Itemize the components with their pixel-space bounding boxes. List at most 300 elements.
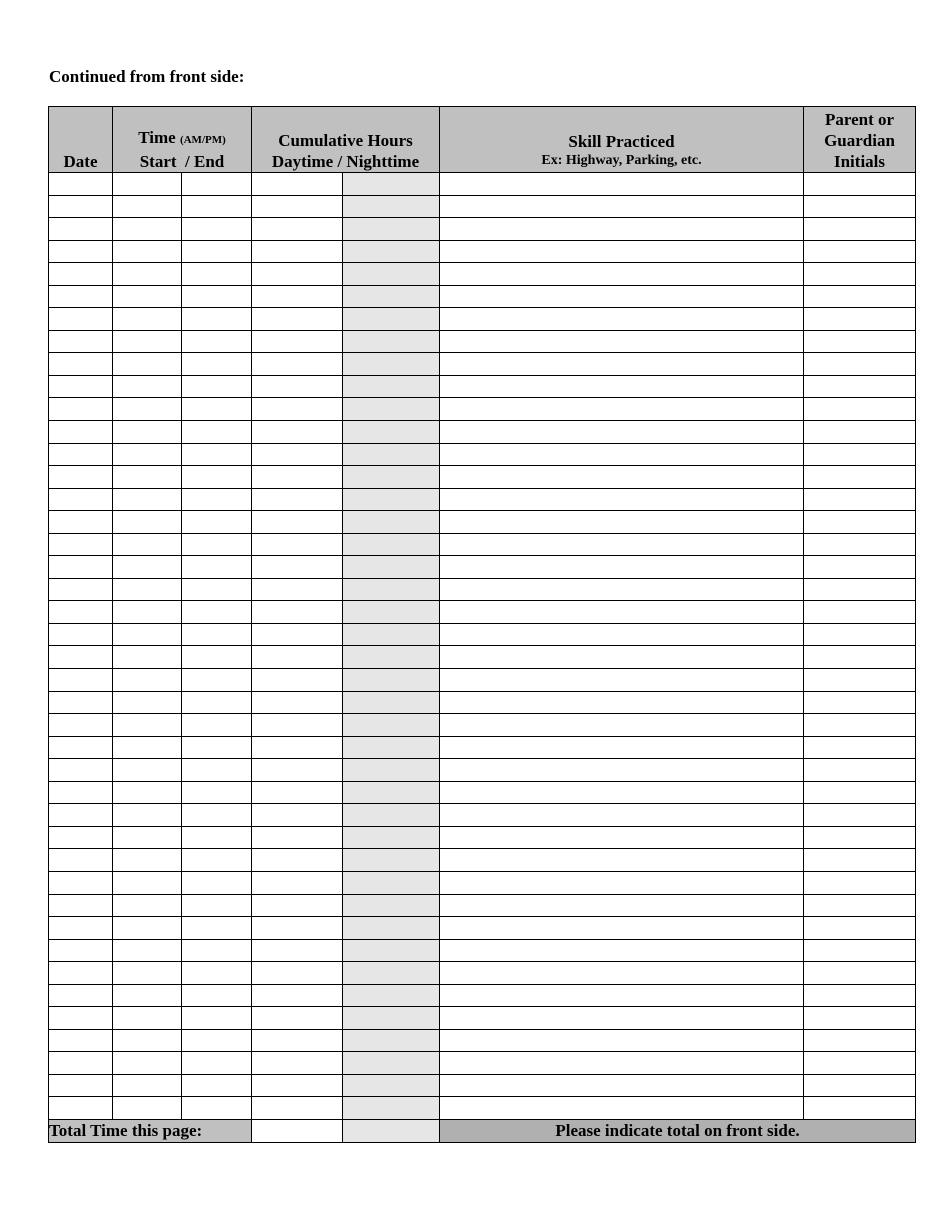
nighttime-hours-cell[interactable] [343, 173, 440, 196]
start-time-cell[interactable] [113, 736, 182, 759]
start-time-cell[interactable] [113, 240, 182, 263]
start-time-cell[interactable] [113, 759, 182, 782]
end-time-cell[interactable] [182, 871, 252, 894]
skill-cell[interactable] [440, 849, 804, 872]
daytime-hours-cell[interactable] [252, 1007, 343, 1030]
start-time-cell[interactable] [113, 308, 182, 331]
nighttime-hours-cell[interactable] [343, 533, 440, 556]
daytime-hours-cell[interactable] [252, 1029, 343, 1052]
nighttime-hours-cell[interactable] [343, 601, 440, 624]
skill-cell[interactable] [440, 781, 804, 804]
date-header: Date [49, 107, 113, 173]
daytime-hours-cell[interactable] [252, 984, 343, 1007]
date-cell[interactable] [49, 759, 113, 782]
initials-cell[interactable] [804, 263, 916, 286]
daytime-hours-cell[interactable] [252, 962, 343, 985]
start-time-cell[interactable] [113, 353, 182, 376]
daytime-hours-cell[interactable] [252, 826, 343, 849]
skill-cell[interactable] [440, 421, 804, 444]
daytime-hours-cell[interactable] [252, 601, 343, 624]
initials-cell[interactable] [804, 488, 916, 511]
skill-cell[interactable] [440, 1007, 804, 1030]
nighttime-hours-cell[interactable] [343, 714, 440, 737]
start-time-cell[interactable] [113, 669, 182, 692]
end-time-cell[interactable] [182, 511, 252, 534]
nighttime-hours-cell[interactable] [343, 939, 440, 962]
date-cell[interactable] [49, 533, 113, 556]
initials-cell[interactable] [804, 646, 916, 669]
start-time-cell[interactable] [113, 398, 182, 421]
initials-cell[interactable] [804, 736, 916, 759]
start-time-cell[interactable] [113, 421, 182, 444]
date-cell[interactable] [49, 195, 113, 218]
end-time-cell[interactable] [182, 984, 252, 1007]
initials-cell[interactable] [804, 759, 916, 782]
end-time-cell[interactable] [182, 330, 252, 353]
end-time-cell[interactable] [182, 285, 252, 308]
start-time-cell[interactable] [113, 646, 182, 669]
daytime-hours-cell[interactable] [252, 691, 343, 714]
nighttime-hours-cell[interactable] [343, 736, 440, 759]
skill-cell[interactable] [440, 669, 804, 692]
end-time-cell[interactable] [182, 398, 252, 421]
skill-cell[interactable] [440, 894, 804, 917]
date-cell[interactable] [49, 443, 113, 466]
end-time-cell[interactable] [182, 781, 252, 804]
end-time-cell[interactable] [182, 646, 252, 669]
date-cell[interactable] [49, 826, 113, 849]
initials-cell[interactable] [804, 939, 916, 962]
daytime-hours-cell[interactable] [252, 894, 343, 917]
end-time-cell[interactable] [182, 826, 252, 849]
daytime-hours-cell[interactable] [252, 871, 343, 894]
start-time-cell[interactable] [113, 218, 182, 241]
skill-cell[interactable] [440, 962, 804, 985]
end-time-cell[interactable] [182, 759, 252, 782]
end-time-cell[interactable] [182, 240, 252, 263]
total-nighttime-field[interactable] [343, 1119, 440, 1142]
end-time-cell[interactable] [182, 962, 252, 985]
date-cell[interactable] [49, 849, 113, 872]
daytime-hours-cell[interactable] [252, 218, 343, 241]
daytime-hours-cell[interactable] [252, 669, 343, 692]
start-time-cell[interactable] [113, 714, 182, 737]
start-time-cell[interactable] [113, 533, 182, 556]
date-cell[interactable] [49, 623, 113, 646]
nighttime-hours-cell[interactable] [343, 849, 440, 872]
daytime-hours-cell[interactable] [252, 804, 343, 827]
initials-cell[interactable] [804, 804, 916, 827]
date-cell[interactable] [49, 939, 113, 962]
skill-cell[interactable] [440, 939, 804, 962]
end-time-cell[interactable] [182, 263, 252, 286]
nighttime-hours-cell[interactable] [343, 511, 440, 534]
start-time-cell[interactable] [113, 804, 182, 827]
initials-cell[interactable] [804, 871, 916, 894]
skill-cell[interactable] [440, 917, 804, 940]
daytime-hours-cell[interactable] [252, 375, 343, 398]
initials-cell[interactable] [804, 533, 916, 556]
nighttime-hours-cell[interactable] [343, 421, 440, 444]
nighttime-hours-cell[interactable] [343, 1029, 440, 1052]
nighttime-hours-cell[interactable] [343, 691, 440, 714]
end-time-cell[interactable] [182, 466, 252, 489]
nighttime-hours-cell[interactable] [343, 1074, 440, 1097]
start-time-cell[interactable] [113, 578, 182, 601]
date-cell[interactable] [49, 173, 113, 196]
skill-cell[interactable] [440, 804, 804, 827]
start-time-cell[interactable] [113, 1097, 182, 1120]
date-cell[interactable] [49, 353, 113, 376]
nighttime-hours-cell[interactable] [343, 917, 440, 940]
date-cell[interactable] [49, 781, 113, 804]
start-time-cell[interactable] [113, 466, 182, 489]
end-time-cell[interactable] [182, 894, 252, 917]
initials-cell[interactable] [804, 1097, 916, 1120]
skill-cell[interactable] [440, 195, 804, 218]
start-time-cell[interactable] [113, 1074, 182, 1097]
date-cell[interactable] [49, 736, 113, 759]
initials-cell[interactable] [804, 962, 916, 985]
nighttime-hours-cell[interactable] [343, 330, 440, 353]
nighttime-hours-cell[interactable] [343, 556, 440, 579]
end-time-cell[interactable] [182, 421, 252, 444]
daytime-hours-cell[interactable] [252, 578, 343, 601]
start-time-cell[interactable] [113, 1052, 182, 1075]
nighttime-hours-cell[interactable] [343, 669, 440, 692]
daytime-hours-cell[interactable] [252, 308, 343, 331]
skill-cell[interactable] [440, 1052, 804, 1075]
daytime-hours-cell[interactable] [252, 556, 343, 579]
daytime-hours-cell[interactable] [252, 173, 343, 196]
initials-cell[interactable] [804, 285, 916, 308]
date-cell[interactable] [49, 804, 113, 827]
daytime-hours-cell[interactable] [252, 781, 343, 804]
date-cell[interactable] [49, 330, 113, 353]
daytime-hours-cell[interactable] [252, 263, 343, 286]
skill-cell[interactable] [440, 736, 804, 759]
initials-cell[interactable] [804, 1029, 916, 1052]
skill-cell[interactable] [440, 533, 804, 556]
initials-cell[interactable] [804, 421, 916, 444]
skill-cell[interactable] [440, 285, 804, 308]
nighttime-hours-cell[interactable] [343, 894, 440, 917]
daytime-hours-cell[interactable] [252, 1097, 343, 1120]
start-time-cell[interactable] [113, 195, 182, 218]
date-cell[interactable] [49, 871, 113, 894]
date-cell[interactable] [49, 578, 113, 601]
date-cell[interactable] [49, 1074, 113, 1097]
initials-cell[interactable] [804, 195, 916, 218]
skill-cell[interactable] [440, 759, 804, 782]
skill-cell[interactable] [440, 443, 804, 466]
date-cell[interactable] [49, 1052, 113, 1075]
start-time-cell[interactable] [113, 1029, 182, 1052]
end-time-cell[interactable] [182, 669, 252, 692]
start-time-cell[interactable] [113, 1007, 182, 1030]
daytime-hours-cell[interactable] [252, 917, 343, 940]
skill-cell[interactable] [440, 578, 804, 601]
end-time-cell[interactable] [182, 195, 252, 218]
initials-cell[interactable] [804, 781, 916, 804]
initials-cell[interactable] [804, 556, 916, 579]
date-cell[interactable] [49, 1007, 113, 1030]
start-time-cell[interactable] [113, 917, 182, 940]
nighttime-hours-cell[interactable] [343, 871, 440, 894]
initials-cell[interactable] [804, 691, 916, 714]
initials-cell[interactable] [804, 623, 916, 646]
total-daytime-field[interactable] [252, 1119, 343, 1142]
daytime-hours-cell[interactable] [252, 353, 343, 376]
initials-cell[interactable] [804, 218, 916, 241]
start-time-cell[interactable] [113, 691, 182, 714]
start-time-cell[interactable] [113, 871, 182, 894]
date-cell[interactable] [49, 511, 113, 534]
start-time-cell[interactable] [113, 939, 182, 962]
skill-cell[interactable] [440, 218, 804, 241]
start-time-cell[interactable] [113, 375, 182, 398]
end-time-cell[interactable] [182, 533, 252, 556]
end-time-cell[interactable] [182, 849, 252, 872]
skill-cell[interactable] [440, 466, 804, 489]
skill-cell[interactable] [440, 240, 804, 263]
skill-cell[interactable] [440, 714, 804, 737]
start-time-cell[interactable] [113, 781, 182, 804]
nighttime-hours-cell[interactable] [343, 285, 440, 308]
nighttime-hours-cell[interactable] [343, 240, 440, 263]
end-time-cell[interactable] [182, 556, 252, 579]
start-time-cell[interactable] [113, 849, 182, 872]
skill-cell[interactable] [440, 646, 804, 669]
end-time-cell[interactable] [182, 173, 252, 196]
nighttime-hours-cell[interactable] [343, 759, 440, 782]
daytime-hours-cell[interactable] [252, 443, 343, 466]
date-cell[interactable] [49, 894, 113, 917]
initials-cell[interactable] [804, 669, 916, 692]
date-cell[interactable] [49, 984, 113, 1007]
initials-cell[interactable] [804, 1007, 916, 1030]
nighttime-hours-cell[interactable] [343, 781, 440, 804]
start-time-cell[interactable] [113, 984, 182, 1007]
nighttime-hours-cell[interactable] [343, 263, 440, 286]
skill-cell[interactable] [440, 1097, 804, 1120]
end-time-cell[interactable] [182, 1007, 252, 1030]
start-time-cell[interactable] [113, 263, 182, 286]
end-time-cell[interactable] [182, 375, 252, 398]
initials-cell[interactable] [804, 443, 916, 466]
date-cell[interactable] [49, 375, 113, 398]
nighttime-hours-cell[interactable] [343, 466, 440, 489]
nighttime-hours-cell[interactable] [343, 623, 440, 646]
daytime-hours-cell[interactable] [252, 511, 343, 534]
daytime-hours-cell[interactable] [252, 488, 343, 511]
end-time-cell[interactable] [182, 218, 252, 241]
end-time-cell[interactable] [182, 1097, 252, 1120]
start-time-cell[interactable] [113, 894, 182, 917]
initials-cell[interactable] [804, 984, 916, 1007]
date-cell[interactable] [49, 714, 113, 737]
date-cell[interactable] [49, 601, 113, 624]
skill-cell[interactable] [440, 691, 804, 714]
initials-cell[interactable] [804, 173, 916, 196]
start-time-cell[interactable] [113, 962, 182, 985]
nighttime-hours-cell[interactable] [343, 353, 440, 376]
nighttime-hours-cell[interactable] [343, 1097, 440, 1120]
start-time-cell[interactable] [113, 285, 182, 308]
start-time-cell[interactable] [113, 330, 182, 353]
initials-cell[interactable] [804, 466, 916, 489]
end-time-cell[interactable] [182, 623, 252, 646]
nighttime-hours-cell[interactable] [343, 1052, 440, 1075]
date-cell[interactable] [49, 421, 113, 444]
skill-cell[interactable] [440, 601, 804, 624]
date-cell[interactable] [49, 308, 113, 331]
daytime-hours-cell[interactable] [252, 759, 343, 782]
daytime-hours-cell[interactable] [252, 714, 343, 737]
date-cell[interactable] [49, 962, 113, 985]
end-time-cell[interactable] [182, 601, 252, 624]
table-row [49, 443, 916, 466]
nighttime-hours-cell[interactable] [343, 443, 440, 466]
daytime-hours-cell[interactable] [252, 623, 343, 646]
start-time-cell[interactable] [113, 443, 182, 466]
daytime-hours-cell[interactable] [252, 195, 343, 218]
start-time-cell[interactable] [113, 488, 182, 511]
initials-cell[interactable] [804, 308, 916, 331]
start-time-cell[interactable] [113, 826, 182, 849]
date-cell[interactable] [49, 398, 113, 421]
initials-cell[interactable] [804, 1052, 916, 1075]
date-cell[interactable] [49, 917, 113, 940]
skill-cell[interactable] [440, 984, 804, 1007]
skill-cell[interactable] [440, 330, 804, 353]
skill-cell[interactable] [440, 173, 804, 196]
initials-cell[interactable] [804, 917, 916, 940]
date-cell[interactable] [49, 263, 113, 286]
initials-cell[interactable] [804, 240, 916, 263]
nighttime-hours-cell[interactable] [343, 804, 440, 827]
end-time-cell[interactable] [182, 691, 252, 714]
nighttime-hours-cell[interactable] [343, 375, 440, 398]
end-time-cell[interactable] [182, 443, 252, 466]
daytime-hours-cell[interactable] [252, 1052, 343, 1075]
skill-cell[interactable] [440, 375, 804, 398]
skill-cell[interactable] [440, 1029, 804, 1052]
nighttime-hours-cell[interactable] [343, 195, 440, 218]
daytime-hours-cell[interactable] [252, 939, 343, 962]
start-time-cell[interactable] [113, 556, 182, 579]
initials-cell[interactable] [804, 511, 916, 534]
initials-cell[interactable] [804, 398, 916, 421]
daytime-hours-cell[interactable] [252, 398, 343, 421]
initials-cell[interactable] [804, 353, 916, 376]
date-cell[interactable] [49, 646, 113, 669]
skill-cell[interactable] [440, 398, 804, 421]
start-time-cell[interactable] [113, 623, 182, 646]
nighttime-hours-cell[interactable] [343, 488, 440, 511]
start-time-cell[interactable] [113, 173, 182, 196]
daytime-hours-cell[interactable] [252, 533, 343, 556]
end-time-cell[interactable] [182, 308, 252, 331]
skill-cell[interactable] [440, 871, 804, 894]
date-cell[interactable] [49, 240, 113, 263]
skill-cell[interactable] [440, 826, 804, 849]
initials-cell[interactable] [804, 375, 916, 398]
skill-cell[interactable] [440, 1074, 804, 1097]
initials-cell[interactable] [804, 849, 916, 872]
nighttime-hours-cell[interactable] [343, 646, 440, 669]
total-time-label: Total Time this page: [49, 1119, 252, 1142]
skill-cell[interactable] [440, 556, 804, 579]
daytime-hours-cell[interactable] [252, 736, 343, 759]
initials-cell[interactable] [804, 601, 916, 624]
daytime-hours-cell[interactable] [252, 466, 343, 489]
nighttime-hours-cell[interactable] [343, 984, 440, 1007]
end-time-cell[interactable] [182, 353, 252, 376]
skill-cell[interactable] [440, 353, 804, 376]
daytime-hours-cell[interactable] [252, 285, 343, 308]
daytime-hours-cell[interactable] [252, 330, 343, 353]
nighttime-hours-cell[interactable] [343, 962, 440, 985]
nighttime-hours-cell[interactable] [343, 826, 440, 849]
daytime-hours-cell[interactable] [252, 849, 343, 872]
skill-cell[interactable] [440, 623, 804, 646]
start-time-cell[interactable] [113, 601, 182, 624]
table-row [49, 533, 916, 556]
date-cell[interactable] [49, 556, 113, 579]
date-cell[interactable] [49, 669, 113, 692]
nighttime-hours-cell[interactable] [343, 1007, 440, 1030]
end-time-cell[interactable] [182, 488, 252, 511]
end-time-cell[interactable] [182, 578, 252, 601]
initials-cell[interactable] [804, 826, 916, 849]
initials-cell[interactable] [804, 714, 916, 737]
initials-cell[interactable] [804, 330, 916, 353]
date-cell[interactable] [49, 218, 113, 241]
initials-cell[interactable] [804, 1074, 916, 1097]
date-cell[interactable] [49, 488, 113, 511]
nighttime-hours-cell[interactable] [343, 578, 440, 601]
end-time-cell[interactable] [182, 736, 252, 759]
skill-cell[interactable] [440, 308, 804, 331]
nighttime-hours-cell[interactable] [343, 308, 440, 331]
end-time-cell[interactable] [182, 714, 252, 737]
date-cell[interactable] [49, 1097, 113, 1120]
end-time-cell[interactable] [182, 1052, 252, 1075]
start-time-cell[interactable] [113, 511, 182, 534]
initials-cell[interactable] [804, 578, 916, 601]
daytime-hours-cell[interactable] [252, 1074, 343, 1097]
initials-cell[interactable] [804, 894, 916, 917]
skill-cell[interactable] [440, 511, 804, 534]
skill-cell[interactable] [440, 263, 804, 286]
daytime-hours-cell[interactable] [252, 421, 343, 444]
end-time-cell[interactable] [182, 917, 252, 940]
end-time-cell[interactable] [182, 804, 252, 827]
date-cell[interactable] [49, 691, 113, 714]
date-cell[interactable] [49, 1029, 113, 1052]
skill-cell[interactable] [440, 488, 804, 511]
end-time-cell[interactable] [182, 1029, 252, 1052]
end-time-cell[interactable] [182, 1074, 252, 1097]
date-cell[interactable] [49, 466, 113, 489]
nighttime-hours-cell[interactable] [343, 218, 440, 241]
end-time-cell[interactable] [182, 939, 252, 962]
nighttime-hours-cell[interactable] [343, 398, 440, 421]
date-cell[interactable] [49, 285, 113, 308]
daytime-hours-cell[interactable] [252, 646, 343, 669]
daytime-hours-cell[interactable] [252, 240, 343, 263]
